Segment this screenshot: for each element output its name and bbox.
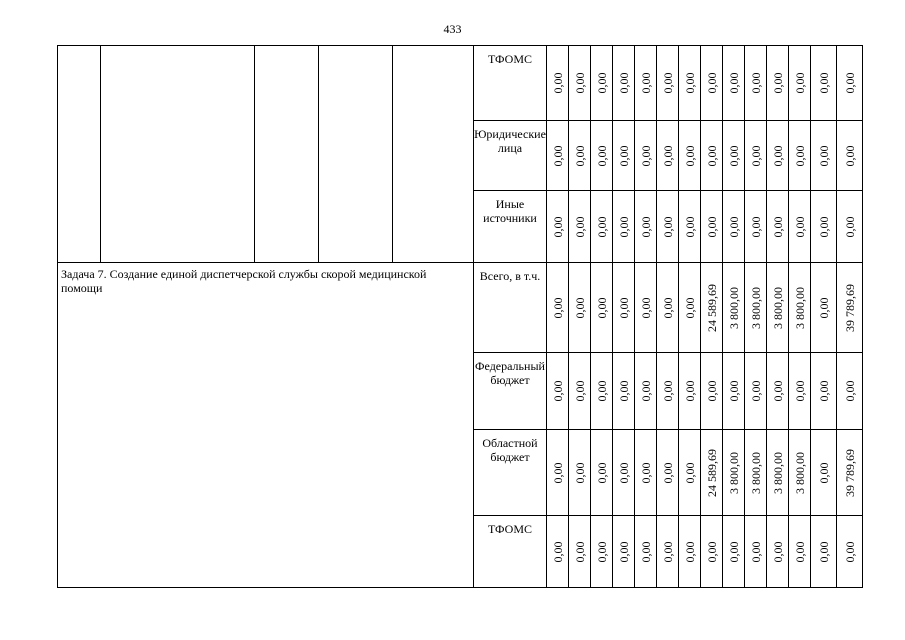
value-cell [613, 353, 635, 430]
value-cell [591, 516, 613, 588]
value-cell [745, 430, 767, 516]
value-text: 3 800,00 [726, 286, 741, 329]
value-cell [657, 46, 679, 121]
value-cell [657, 191, 679, 263]
value-cell [837, 121, 863, 191]
value-text: 24 589,69 [704, 283, 719, 332]
value-text: 0,00 [682, 297, 697, 318]
value-text: 0,00 [594, 72, 609, 94]
value-text: 0,00 [616, 145, 631, 166]
value-cell [613, 121, 635, 191]
value-text: 0,00 [616, 380, 631, 402]
value-text: 0,00 [816, 541, 831, 562]
value-text: 0,00 [792, 380, 807, 402]
table-row [58, 46, 863, 121]
value-cell [679, 46, 701, 121]
value-cell [723, 516, 745, 588]
budget-table [57, 45, 863, 588]
value-cell [657, 121, 679, 191]
table-row [58, 263, 863, 353]
value-text: 0,00 [792, 145, 807, 166]
value-text: 0,00 [726, 541, 741, 562]
value-cell [811, 516, 837, 588]
funding-source: Областной бюджет [474, 430, 547, 516]
value-text: 0,00 [660, 462, 675, 483]
value-text: 0,00 [748, 380, 763, 402]
value-text: 0,00 [594, 145, 609, 166]
funding-source: ТФОМС [474, 46, 547, 121]
value-text: 0,00 [748, 216, 763, 237]
value-text: 0,00 [638, 216, 653, 237]
value-cell [679, 191, 701, 263]
value-cell [837, 516, 863, 588]
value-text: 0,00 [842, 72, 857, 94]
value-cell [547, 353, 569, 430]
page-number: 433 [443, 22, 462, 36]
value-cell [679, 516, 701, 588]
value-text: 3 800,00 [770, 451, 785, 494]
value-text: 0,00 [726, 72, 741, 94]
value-cell [635, 191, 657, 263]
value-text: 39 789,69 [842, 283, 857, 332]
value-cell [547, 430, 569, 516]
value-text: 3 800,00 [748, 451, 763, 494]
value-cell [789, 263, 811, 353]
value-text: 0,00 [550, 380, 565, 402]
value-text: 0,00 [682, 380, 697, 402]
value-text: 0,00 [816, 216, 831, 237]
value-text: 0,00 [770, 216, 785, 237]
value-text: 0,00 [572, 541, 587, 562]
value-cell [745, 263, 767, 353]
value-cell [591, 430, 613, 516]
value-cell [701, 263, 723, 353]
value-text: 0,00 [842, 541, 857, 562]
value-text: 0,00 [770, 380, 785, 402]
value-text: 0,00 [638, 145, 653, 166]
value-text: 3 800,00 [792, 286, 807, 329]
value-cell [591, 191, 613, 263]
value-text: 0,00 [816, 462, 831, 483]
value-text: 0,00 [616, 72, 631, 94]
value-text: 0,00 [594, 380, 609, 402]
value-cell [547, 46, 569, 121]
value-text: 0,00 [816, 72, 831, 94]
value-cell [613, 191, 635, 263]
blank-cell [319, 46, 393, 263]
value-cell [547, 516, 569, 588]
value-text: 3 800,00 [792, 451, 807, 494]
funding-source: Иные источники [474, 191, 547, 263]
value-cell [635, 430, 657, 516]
value-text: 0,00 [572, 72, 587, 94]
value-text: 0,00 [616, 297, 631, 318]
value-cell [701, 121, 723, 191]
funding-source: ТФОМС [474, 516, 547, 588]
value-cell [569, 353, 591, 430]
value-text: 0,00 [572, 462, 587, 483]
value-text: 0,00 [616, 462, 631, 483]
value-cell [569, 121, 591, 191]
value-cell [701, 353, 723, 430]
value-text: 0,00 [594, 297, 609, 318]
value-cell [679, 430, 701, 516]
value-text: 0,00 [660, 216, 675, 237]
value-cell [767, 191, 789, 263]
value-cell [767, 353, 789, 430]
value-cell [635, 516, 657, 588]
value-text: 0,00 [842, 216, 857, 237]
value-cell [745, 516, 767, 588]
value-cell [723, 353, 745, 430]
value-text: 0,00 [550, 462, 565, 483]
value-cell [635, 353, 657, 430]
value-text: 0,00 [726, 380, 741, 402]
value-text: 0,00 [660, 297, 675, 318]
value-cell [811, 353, 837, 430]
value-text: 0,00 [816, 145, 831, 166]
value-text: 0,00 [682, 462, 697, 483]
value-cell [723, 191, 745, 263]
value-text: 0,00 [770, 72, 785, 94]
value-cell [547, 191, 569, 263]
value-cell [789, 121, 811, 191]
value-cell [613, 46, 635, 121]
value-cell [635, 46, 657, 121]
value-cell [591, 46, 613, 121]
value-cell [613, 263, 635, 353]
value-cell [569, 191, 591, 263]
value-cell [811, 121, 837, 191]
value-text: 0,00 [638, 72, 653, 94]
value-text: 0,00 [594, 216, 609, 237]
value-text: 0,00 [638, 541, 653, 562]
value-text: 0,00 [594, 541, 609, 562]
value-cell [723, 46, 745, 121]
funding-source: Федеральный бюджет [474, 353, 547, 430]
value-text: 0,00 [616, 216, 631, 237]
value-text: 0,00 [770, 541, 785, 562]
value-text: 0,00 [748, 541, 763, 562]
value-text: 0,00 [638, 380, 653, 402]
value-cell [723, 121, 745, 191]
value-text: 0,00 [704, 145, 719, 166]
value-text: 0,00 [704, 380, 719, 402]
value-cell [767, 516, 789, 588]
value-cell [811, 263, 837, 353]
value-cell [635, 263, 657, 353]
value-cell [837, 46, 863, 121]
value-cell [679, 353, 701, 430]
value-text: 0,00 [550, 216, 565, 237]
blank-cell [393, 46, 474, 263]
value-cell [789, 516, 811, 588]
value-text: 0,00 [550, 297, 565, 318]
value-cell [745, 353, 767, 430]
value-text: 3 800,00 [748, 286, 763, 329]
value-cell [837, 191, 863, 263]
value-text: 0,00 [748, 145, 763, 166]
value-cell [811, 46, 837, 121]
value-cell [789, 46, 811, 121]
value-cell [569, 516, 591, 588]
value-cell [547, 263, 569, 353]
value-text: 0,00 [842, 145, 857, 166]
value-cell [701, 430, 723, 516]
value-cell [591, 121, 613, 191]
value-cell [701, 516, 723, 588]
value-text: 0,00 [550, 541, 565, 562]
value-cell [745, 191, 767, 263]
blank-cell [255, 46, 319, 263]
value-cell [701, 191, 723, 263]
value-cell [767, 121, 789, 191]
value-text: 0,00 [572, 380, 587, 402]
value-cell [767, 46, 789, 121]
funding-source: Всего, в т.ч. [474, 263, 547, 353]
value-text: 24 589,69 [704, 448, 719, 497]
value-text: 0,00 [704, 541, 719, 562]
value-cell [723, 263, 745, 353]
value-text: 0,00 [748, 72, 763, 94]
task-title: Задача 7. Создание единой диспетчерской службы скорой медицинской помощи [58, 263, 474, 588]
value-text: 0,00 [682, 216, 697, 237]
value-text: 0,00 [704, 72, 719, 94]
blank-cell [58, 46, 101, 263]
value-cell [745, 121, 767, 191]
value-cell [789, 191, 811, 263]
value-cell [679, 263, 701, 353]
value-text: 0,00 [792, 216, 807, 237]
value-cell [767, 430, 789, 516]
value-text: 0,00 [792, 541, 807, 562]
value-text: 0,00 [572, 297, 587, 318]
value-text: 0,00 [572, 216, 587, 237]
value-cell [767, 263, 789, 353]
value-cell [591, 353, 613, 430]
value-cell [591, 263, 613, 353]
value-text: 0,00 [842, 380, 857, 402]
value-text: 0,00 [638, 297, 653, 318]
value-text: 0,00 [704, 216, 719, 237]
value-cell [811, 430, 837, 516]
value-cell [723, 430, 745, 516]
value-text: 0,00 [660, 380, 675, 402]
value-text: 0,00 [816, 380, 831, 402]
value-cell [613, 516, 635, 588]
value-text: 0,00 [660, 145, 675, 166]
value-cell [635, 121, 657, 191]
value-text: 0,00 [682, 72, 697, 94]
value-cell [789, 430, 811, 516]
value-text: 0,00 [660, 72, 675, 94]
value-text: 0,00 [616, 541, 631, 562]
value-cell [701, 46, 723, 121]
value-cell [789, 353, 811, 430]
value-cell [657, 516, 679, 588]
value-text: 0,00 [682, 541, 697, 562]
value-text: 0,00 [594, 462, 609, 483]
value-text: 0,00 [726, 216, 741, 237]
funding-source: Юридические лица [474, 121, 547, 191]
value-cell [837, 353, 863, 430]
value-text: 0,00 [726, 145, 741, 166]
value-cell [837, 263, 863, 353]
value-cell [569, 46, 591, 121]
value-text: 0,00 [638, 462, 653, 483]
value-text: 0,00 [660, 541, 675, 562]
value-cell [657, 353, 679, 430]
value-cell [547, 121, 569, 191]
value-cell [569, 430, 591, 516]
value-cell [657, 263, 679, 353]
value-text: 0,00 [682, 145, 697, 166]
value-cell [679, 121, 701, 191]
value-cell [657, 430, 679, 516]
value-text: 0,00 [816, 297, 831, 318]
value-cell [569, 263, 591, 353]
value-cell [811, 191, 837, 263]
value-text: 39 789,69 [842, 448, 857, 497]
value-cell [613, 430, 635, 516]
value-text: 0,00 [550, 72, 565, 94]
value-cell [745, 46, 767, 121]
value-text: 0,00 [572, 145, 587, 166]
value-text: 3 800,00 [770, 286, 785, 329]
value-text: 3 800,00 [726, 451, 741, 494]
value-text: 0,00 [550, 145, 565, 166]
value-text: 0,00 [770, 145, 785, 166]
blank-cell [101, 46, 255, 263]
value-text: 0,00 [792, 72, 807, 94]
value-cell [837, 430, 863, 516]
